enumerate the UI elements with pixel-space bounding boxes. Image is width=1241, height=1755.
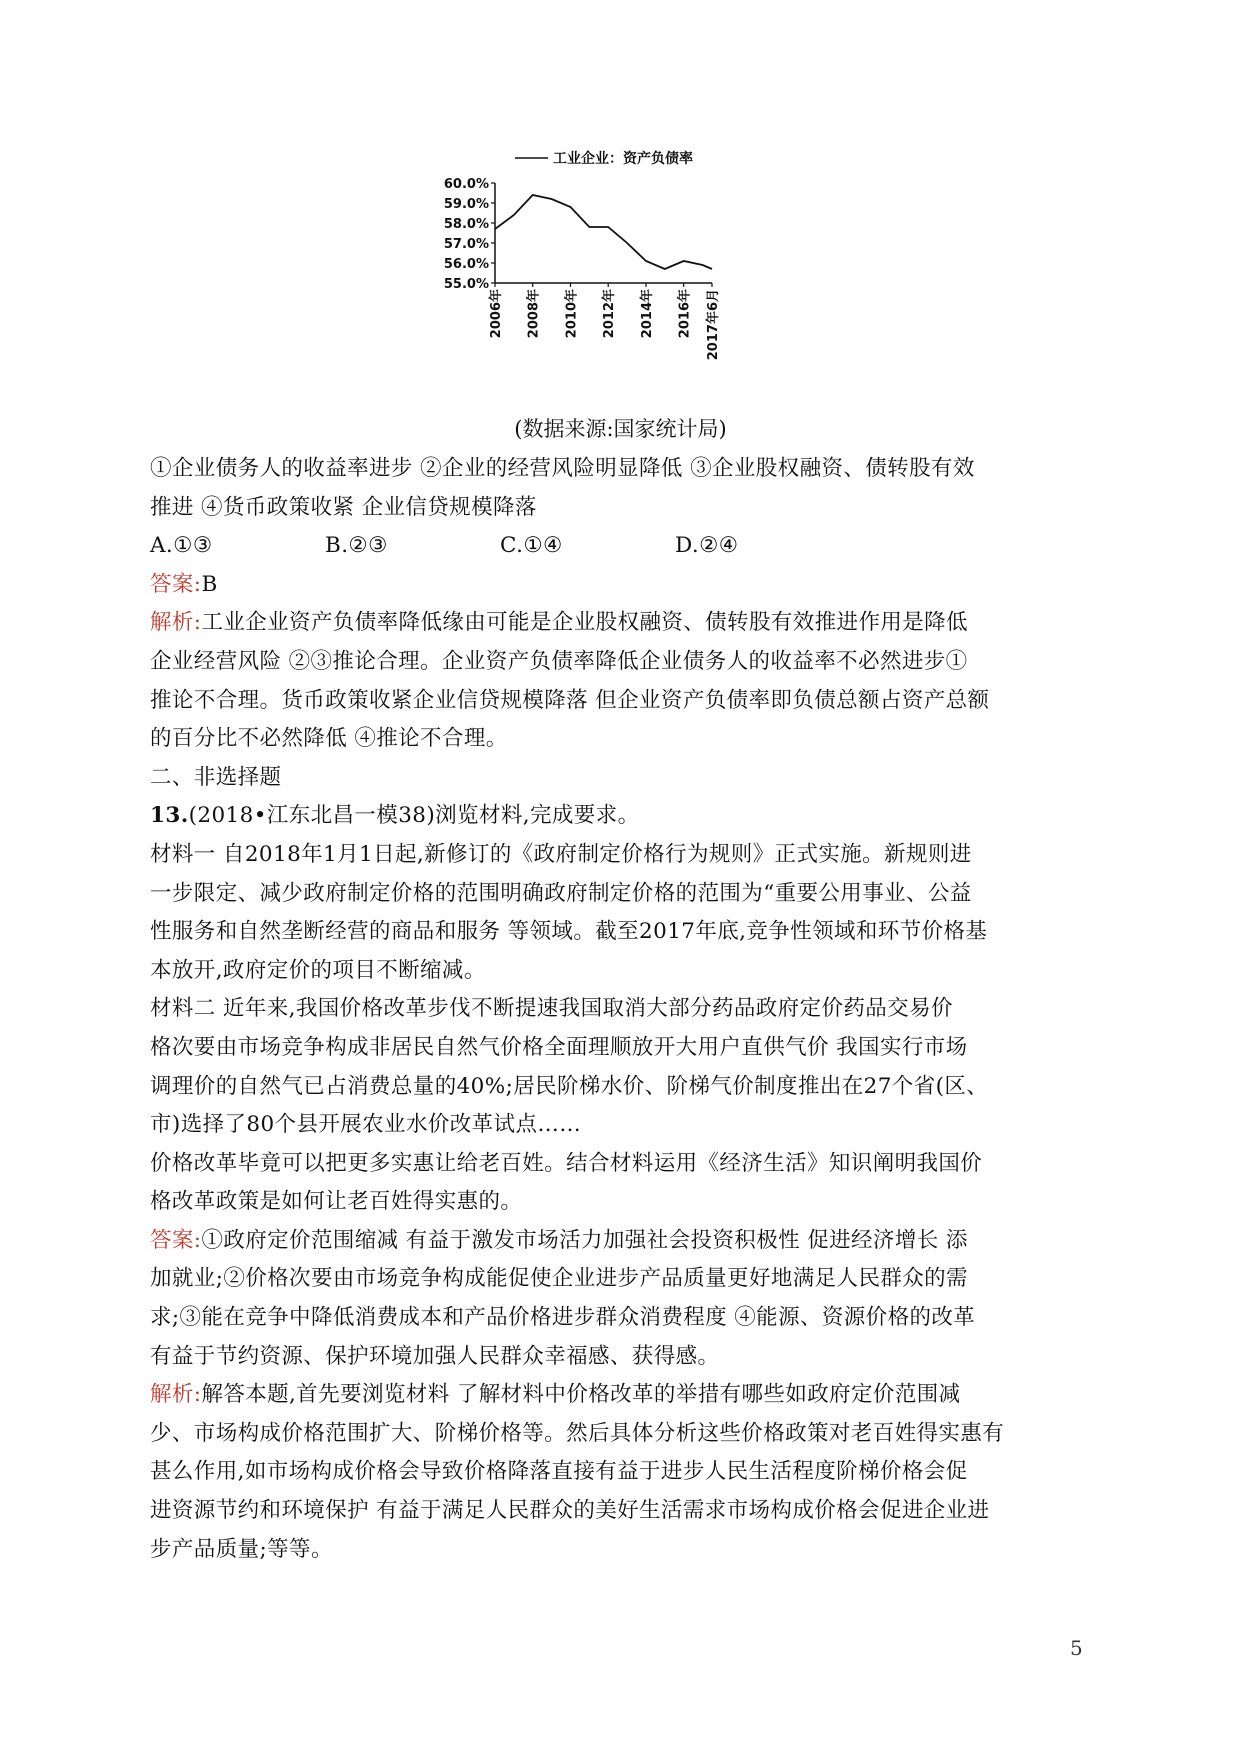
text-line (150, 450, 1110, 489)
section-label: 答案: (150, 571, 202, 597)
line-text: B (201, 571, 218, 597)
y-tick-label: 55.0% (443, 277, 489, 292)
line-text: 的百分比不必然降低 ④推论不合理。 (150, 726, 508, 752)
option-c: C.①④ (500, 533, 563, 559)
line-text: (2018•江东北昌一模38)浏览材料,完成要求。 (188, 803, 640, 829)
text-line (150, 1338, 1110, 1377)
line-text: 加就业;②价格次要由市场竞争构成能促使企业进步产品质量更好地满足人民群众的需 (150, 1266, 968, 1292)
text-line (150, 836, 1110, 875)
x-tick-label: 2014年 (639, 289, 655, 339)
option-a: A.①③ (150, 533, 213, 559)
x-tick-label: 2017年6月 (706, 289, 721, 361)
text-line (150, 1531, 1110, 1570)
y-tick-label: 57.0% (443, 237, 489, 252)
text-line (150, 566, 1110, 605)
text-line (150, 1260, 1110, 1299)
text-line (150, 990, 1110, 1029)
section-label: 解析: (150, 610, 202, 636)
line-text: 二、非选择题 (150, 764, 282, 790)
legend-label: 工业企业：资产负债率 (553, 151, 693, 167)
section-label: 答案: (150, 1227, 202, 1253)
text-line (150, 797, 1110, 836)
x-tick-labels (488, 283, 721, 360)
line-text: 步产品质量;等等。 (150, 1536, 333, 1562)
line-text: 企业经营风险 ②③推论合理。企业资产负债率降低企业债务人的收益率不必然进步① (150, 648, 968, 674)
line-text: 材料一 自2018年1月1日起,新修订的《政府制定价格行为规则》正式实施。新规则进 (150, 841, 972, 867)
line-text: ①企业债务人的收益率进步 ②企业的经营风险明显降低 ③企业股权融资、债转股有效 (150, 456, 975, 481)
debt-ratio-chart (420, 150, 820, 410)
line-text: ①政府定价范围缩减 有益于激发市场活力加强社会投资积极性 促进经济增长 添 (201, 1227, 968, 1253)
x-tick-label: 2010年 (564, 289, 580, 339)
question-number: 13. (150, 803, 189, 829)
text-line (150, 1145, 1110, 1184)
text-line (150, 604, 1110, 643)
document-body (150, 450, 1110, 1569)
x-tick-label: 2008年 (526, 289, 542, 339)
text-line (150, 1183, 1110, 1222)
series-line-debt-ratio (495, 195, 712, 269)
y-tick-label: 58.0% (443, 217, 489, 232)
text-line (150, 1492, 1110, 1531)
source-note: (数据来源:国家统计局) (514, 417, 727, 441)
text-line (150, 1029, 1110, 1068)
text-line (150, 1415, 1110, 1454)
line-text: 求;③能在竞争中降低消费成本和产品价格进步群众消费程度 ④能源、资源价格的改革 (150, 1305, 976, 1331)
line-text: 性服务和自然垄断经营的商品和服务 等领域。截至2017年底,竞争性领域和环节价格基 (150, 919, 988, 945)
chart-legend (515, 150, 693, 167)
text-line (150, 1106, 1110, 1145)
section-label: 解析: (150, 1382, 202, 1408)
text-line (150, 913, 1110, 952)
line-text: 市)选择了80个县开展农业水价改革试点…… (150, 1112, 582, 1138)
text-line (150, 759, 1110, 798)
text-line (150, 1453, 1110, 1492)
text-line (150, 1222, 1110, 1261)
line-text: 有益于节约资源、保护环境加强人民群众幸福感、获得感。 (150, 1343, 720, 1369)
option-b: B.②③ (325, 533, 388, 559)
line-text: 价格改革毕竟可以把更多实惠让给老百姓。结合材料运用《经济生活》知识阐明我国价 (150, 1150, 983, 1176)
line-text: 调理价的自然气已占消费总量的40%;居民阶梯水价、阶梯气价制度推出在27个省(区、 (150, 1073, 989, 1099)
line-text: 工业企业资产负债率降低缘由可能是企业股权融资、债转股有效推进作用是降低 (201, 610, 968, 636)
y-tick-label: 59.0% (443, 197, 489, 212)
x-tick-label: 2012年 (602, 289, 618, 339)
line-text: 格改革政策是如何让老百姓得实惠的。 (150, 1189, 523, 1215)
option-d: D.②④ (675, 533, 739, 559)
line-text: 格次要由市场竞争构成非居民自然气价格全面理顺放开大用户直供气价 我国实行市场 (150, 1034, 968, 1060)
chart-svg (420, 150, 820, 410)
answer-options (150, 527, 1110, 566)
line-text: 推论不合理。货币政策收紧企业信贷规模降落 但企业资产负债率即负债总额占资产总额 (150, 687, 990, 713)
chart-axes (495, 183, 712, 283)
y-tick-label: 60.0% (443, 177, 489, 192)
x-tick-label: 2016年 (677, 289, 693, 339)
page-number: 5 (1070, 1636, 1083, 1660)
y-tick-label: 56.0% (443, 257, 489, 272)
line-text: 推进 ④货币政策收紧 企业信贷规模降落 (150, 494, 537, 520)
x-tick-label: 2006年 (489, 289, 504, 339)
text-line (150, 952, 1110, 991)
text-line (150, 875, 1110, 914)
text-line (150, 682, 1110, 721)
line-text: 少、市场构成价格范围扩大、阶梯价格等。然后具体分析这些价格政策对老百姓得实惠有 (150, 1420, 1005, 1446)
y-tick-labels (444, 177, 495, 292)
line-text: 本放开,政府定价的项目不断缩减。 (150, 957, 486, 983)
line-text: 解答本题,首先要浏览材料 了解材料中价格改革的举措有哪些如政府定价范围减 (201, 1382, 961, 1408)
line-text: 材料二 近年来,我国价格改革步伐不断提速我国取消大部分药品政府定价药品交易价 (150, 996, 953, 1022)
text-line (150, 1299, 1110, 1338)
text-line (150, 720, 1110, 759)
text-line (150, 1376, 1110, 1415)
line-text: 甚么作用,如市场构成价格会导致价格降落直接有益于进步人民生活程度阶梯价格会促 (150, 1459, 968, 1485)
text-line (150, 489, 1110, 528)
line-text: 一步限定、减少政府制定价格的范围明确政府制定价格的范围为“重要公用事业、公益 (150, 880, 972, 906)
line-text: 进资源节约和环境保护 有益于满足人民群众的美好生活需求市场构成价格会促进企业进 (150, 1498, 990, 1524)
text-line (150, 643, 1110, 682)
text-line (150, 1068, 1110, 1107)
